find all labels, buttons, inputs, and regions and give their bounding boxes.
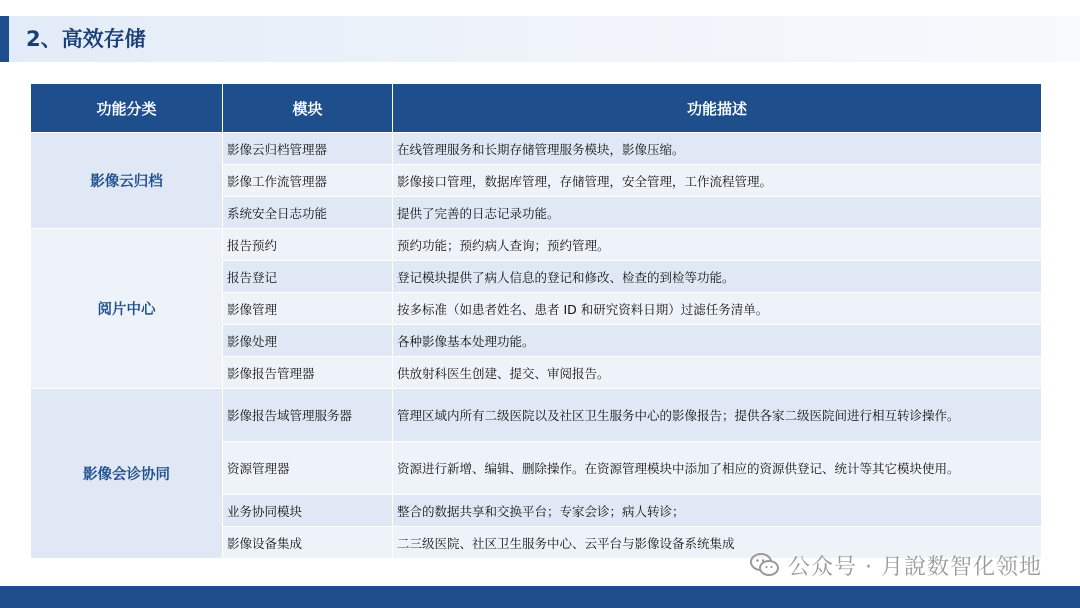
module-cell: 报告登记	[223, 261, 393, 293]
module-cell: 影像云归档管理器	[223, 133, 393, 165]
description-cell: 供放射科医生创建、提交、审阅报告。	[393, 357, 1042, 389]
description-cell: 管理区域内所有二级医院以及社区卫生服务中心的影像报告；提供各家二级医院间进行相互转诊操作。	[393, 389, 1042, 442]
title-bar	[0, 16, 1080, 62]
section-title: 2、高效存储	[26, 27, 146, 51]
module-cell: 影像管理	[223, 293, 393, 325]
description-cell: 登记模块提供了病人信息的登记和修改、检查的到检等功能。	[393, 261, 1042, 293]
module-cell: 报告预约	[223, 229, 393, 261]
header-category: 功能分类	[31, 84, 223, 133]
description-cell: 预约功能；预约病人查询；预约管理。	[393, 229, 1042, 261]
title-accent-bar	[0, 16, 9, 62]
description-cell: 在线管理服务和长期存储管理服务模块，影像压缩。	[393, 133, 1042, 165]
description-cell: 二三级医院、社区卫生服务中心、云平台与影像设备系统集成	[393, 527, 1042, 559]
module-cell: 业务协同模块	[223, 495, 393, 527]
module-cell: 系统安全日志功能	[223, 197, 393, 229]
watermark-text: 公众号 · 月說数智化领地	[788, 554, 1042, 580]
module-cell: 影像处理	[223, 325, 393, 357]
watermark	[750, 549, 1042, 581]
table-header-row	[31, 84, 1042, 133]
description-cell: 按多标准（如患者姓名、患者 ID 和研究资料日期）过滤任务清单。	[393, 293, 1042, 325]
module-cell: 影像设备集成	[223, 527, 393, 559]
module-cell: 影像报告域管理服务器	[223, 389, 393, 442]
description-cell: 资源进行新增、编辑、删除操作。在资源管理模块中添加了相应的资源供登记、统计等其它模块使用。	[393, 442, 1042, 495]
bottom-bar	[0, 586, 1080, 608]
module-cell: 影像工作流管理器	[223, 165, 393, 197]
wechat-icon	[750, 552, 780, 578]
description-cell: 各种影像基本处理功能。	[393, 325, 1042, 357]
description-cell: 提供了完善的日志记录功能。	[393, 197, 1042, 229]
description-cell: 影像接口管理，数据库管理，存储管理，安全管理，工作流程管理。	[393, 165, 1042, 197]
header-description: 功能描述	[393, 84, 1042, 133]
function-table	[30, 83, 1042, 559]
description-cell: 整合的数据共享和交换平台；专家会诊；病人转诊；	[393, 495, 1042, 527]
module-cell: 影像报告管理器	[223, 357, 393, 389]
module-cell: 资源管理器	[223, 442, 393, 495]
table-row	[31, 133, 1042, 165]
category-cell: 影像云归档	[31, 133, 223, 229]
category-cell: 影像会诊协同	[31, 389, 223, 559]
table-row	[31, 389, 1042, 442]
table-row	[31, 229, 1042, 261]
header-module: 模块	[223, 84, 393, 133]
category-cell: 阅片中心	[31, 229, 223, 389]
